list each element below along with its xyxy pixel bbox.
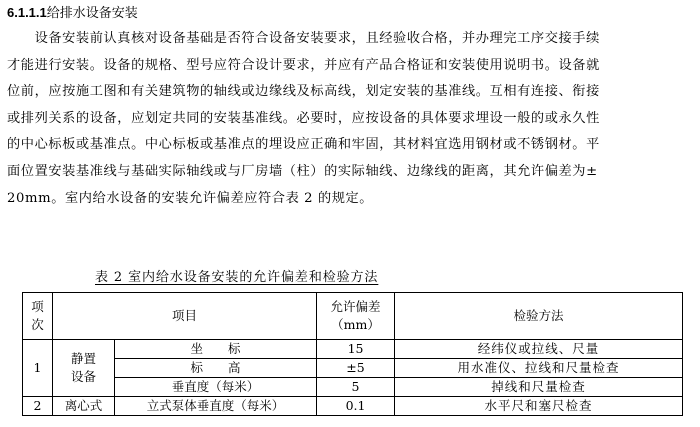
cell-item: 垂直度（每米） [115, 378, 317, 397]
cell-method: 用水准仪、拉线和尺量检查 [395, 359, 683, 378]
cell-tolerance: 15 [317, 340, 395, 359]
paragraph-line: 20mm。室内给水设备的安装允许偏差应符合表 2 的规定。 [7, 190, 374, 206]
tolerance-table [22, 292, 683, 416]
paragraph-line: 才能进行安装。设备的规格、型号应符合设计要求，并应有产品合格证和安装使用说明书。设备就 [7, 57, 600, 73]
header-method: 检验方法 [395, 293, 683, 340]
cell-method: 水平尺和塞尺检查 [395, 397, 683, 416]
paragraph-line: 设备安装前认真核对设备基础是否符合设备安装要求，且经验收合格，并办理完工序交接手续 [7, 31, 600, 46]
table-header-row [23, 293, 683, 340]
body-paragraph [7, 26, 695, 212]
cell-index: 2 [23, 397, 53, 416]
table-row [23, 397, 683, 416]
section-title: 给排水设备安装 [46, 6, 138, 21]
cell-group: 静置设备 [53, 340, 115, 397]
header-tolerance: 允许偏差（mm） [317, 293, 395, 340]
cell-group: 离心式 [53, 397, 115, 416]
section-number: 6.1.1.1 [7, 5, 47, 20]
paragraph-line: 位前，应按施工图和有关建筑物的轴线或边缘线及标高线，划定安装的基准线。互相有连接、衔接 [7, 84, 600, 100]
cell-item: 坐 标 [115, 340, 317, 359]
cell-tolerance: 5 [317, 378, 395, 397]
cell-index: 1 [23, 340, 53, 397]
paragraph-line: 面位置安装基准线与基础实际轴线或与厂房墙（柱）的实际轴线、边缘线的距离，其允许偏差为± [7, 163, 598, 179]
header-item: 项目 [53, 293, 317, 340]
cell-item: 标 高 [115, 359, 317, 378]
cell-tolerance: 0.1 [317, 397, 395, 416]
cell-method: 经纬仪或拉线、尺量 [395, 340, 683, 359]
cell-tolerance: ±5 [317, 359, 395, 378]
table-caption: 表 2 室内给水设备安装的允许偏差和检验方法 [95, 270, 379, 285]
cell-method: 掉线和尺量检查 [395, 378, 683, 397]
table-row [23, 378, 683, 397]
paragraph-line: 或排列关系的设备，应划定共同的安装基准线。必要时，应按设备的具体要求埋设一般的或永久性 [7, 110, 600, 126]
header-index: 项次 [23, 293, 53, 340]
section-heading [7, 2, 138, 21]
cell-item: 立式泵体垂直度（每米） [115, 397, 317, 416]
table-row [23, 359, 683, 378]
table-row [23, 340, 683, 359]
paragraph-line: 的中心标板或基准点。中心标板或基准点的埋设应正确和牢固，其材料宜选用钢材或不锈钢材。平 [7, 137, 600, 153]
